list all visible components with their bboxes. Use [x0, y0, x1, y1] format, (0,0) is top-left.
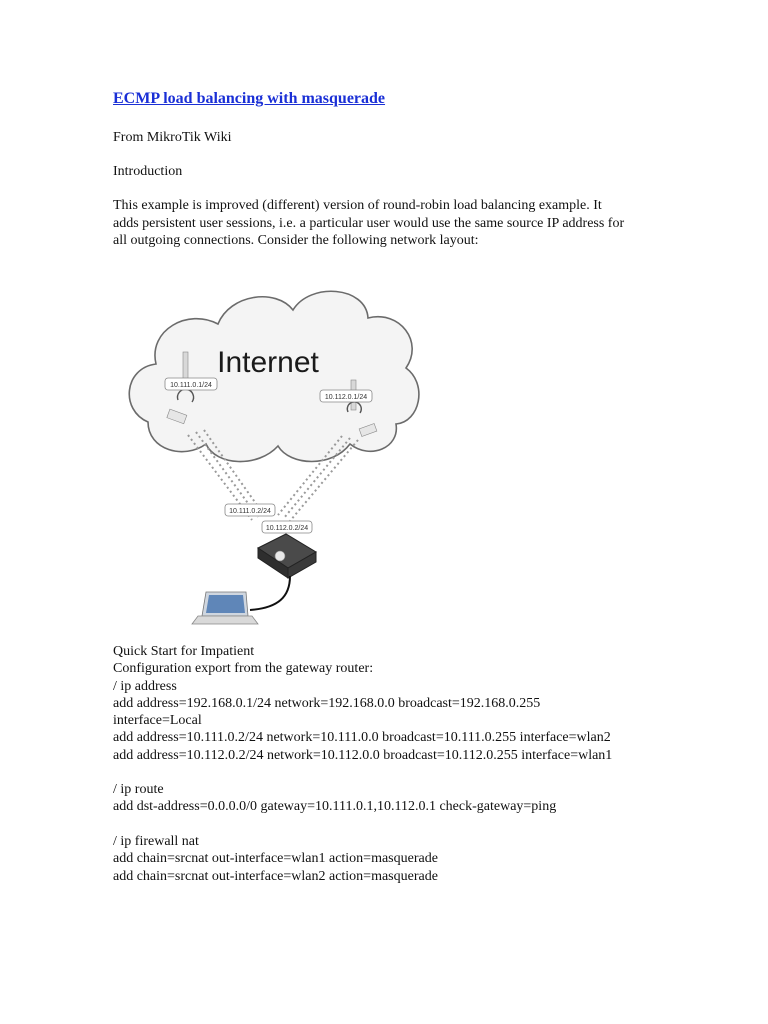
page-title-link[interactable]: ECMP load balancing with masquerade: [113, 90, 386, 107]
config-line: interface=Local: [113, 713, 202, 729]
config-line: add dst-address=0.0.0.0/0 gateway=10.111.0.1,10.112.0.1 check-gateway=ping: [113, 799, 557, 815]
firewall-nat-block: [113, 833, 438, 885]
intro-line: This example is improved (different) version of round-robin load balancing example. It: [113, 198, 602, 213]
config-line: add chain=srcnat out-interface=wlan1 action=masquerade: [113, 851, 438, 867]
config-line: add address=10.111.0.2/24 network=10.111.0.0 broadcast=10.111.0.255 interface=wlan2: [113, 730, 611, 746]
ethernet-cable: [250, 576, 290, 610]
config-line: add chain=srcnat out-interface=wlan2 action=masquerade: [113, 868, 438, 884]
left-gateway-ip: 10.111.0.1/24: [170, 382, 212, 389]
config-line: / ip address: [113, 678, 177, 694]
ip-route-block: [113, 781, 556, 816]
intro-line: all outgoing connections. Consider the following network layout:: [113, 233, 479, 248]
config-line: / ip route: [113, 782, 164, 797]
laptop-icon: [192, 592, 258, 624]
config-line: add address=192.168.0.1/24 network=192.168.0.0 broadcast=192.168.0.255: [113, 695, 541, 711]
router-ip-2: 10.112.0.2/24: [265, 525, 309, 532]
network-diagram-svg: [118, 272, 428, 634]
router-icon: [258, 534, 316, 578]
section-heading-introduction: Introduction: [113, 164, 183, 179]
config-line: / ip firewall nat: [113, 834, 199, 849]
network-diagram: [118, 272, 428, 634]
intro-line: adds persistent user sessions, i.e. a particular user would use the same source IP address for: [113, 215, 625, 231]
source-line: From MikroTik Wiki: [113, 130, 232, 145]
cloud-label: Internet: [217, 346, 319, 379]
right-gateway-ip: 10.112.0.1/24: [324, 394, 368, 401]
config-intro-line: Configuration export from the gateway router:: [113, 661, 374, 677]
config-line: add address=10.112.0.2/24 network=10.112.0.0 broadcast=10.112.0.255 interface=wlan1: [113, 747, 613, 763]
quick-start-heading: Quick Start for Impatient: [113, 644, 255, 659]
router-ip-1: 10.111.0.2/24: [229, 508, 271, 515]
quick-start-block: [113, 643, 612, 764]
intro-paragraph: [113, 197, 673, 250]
